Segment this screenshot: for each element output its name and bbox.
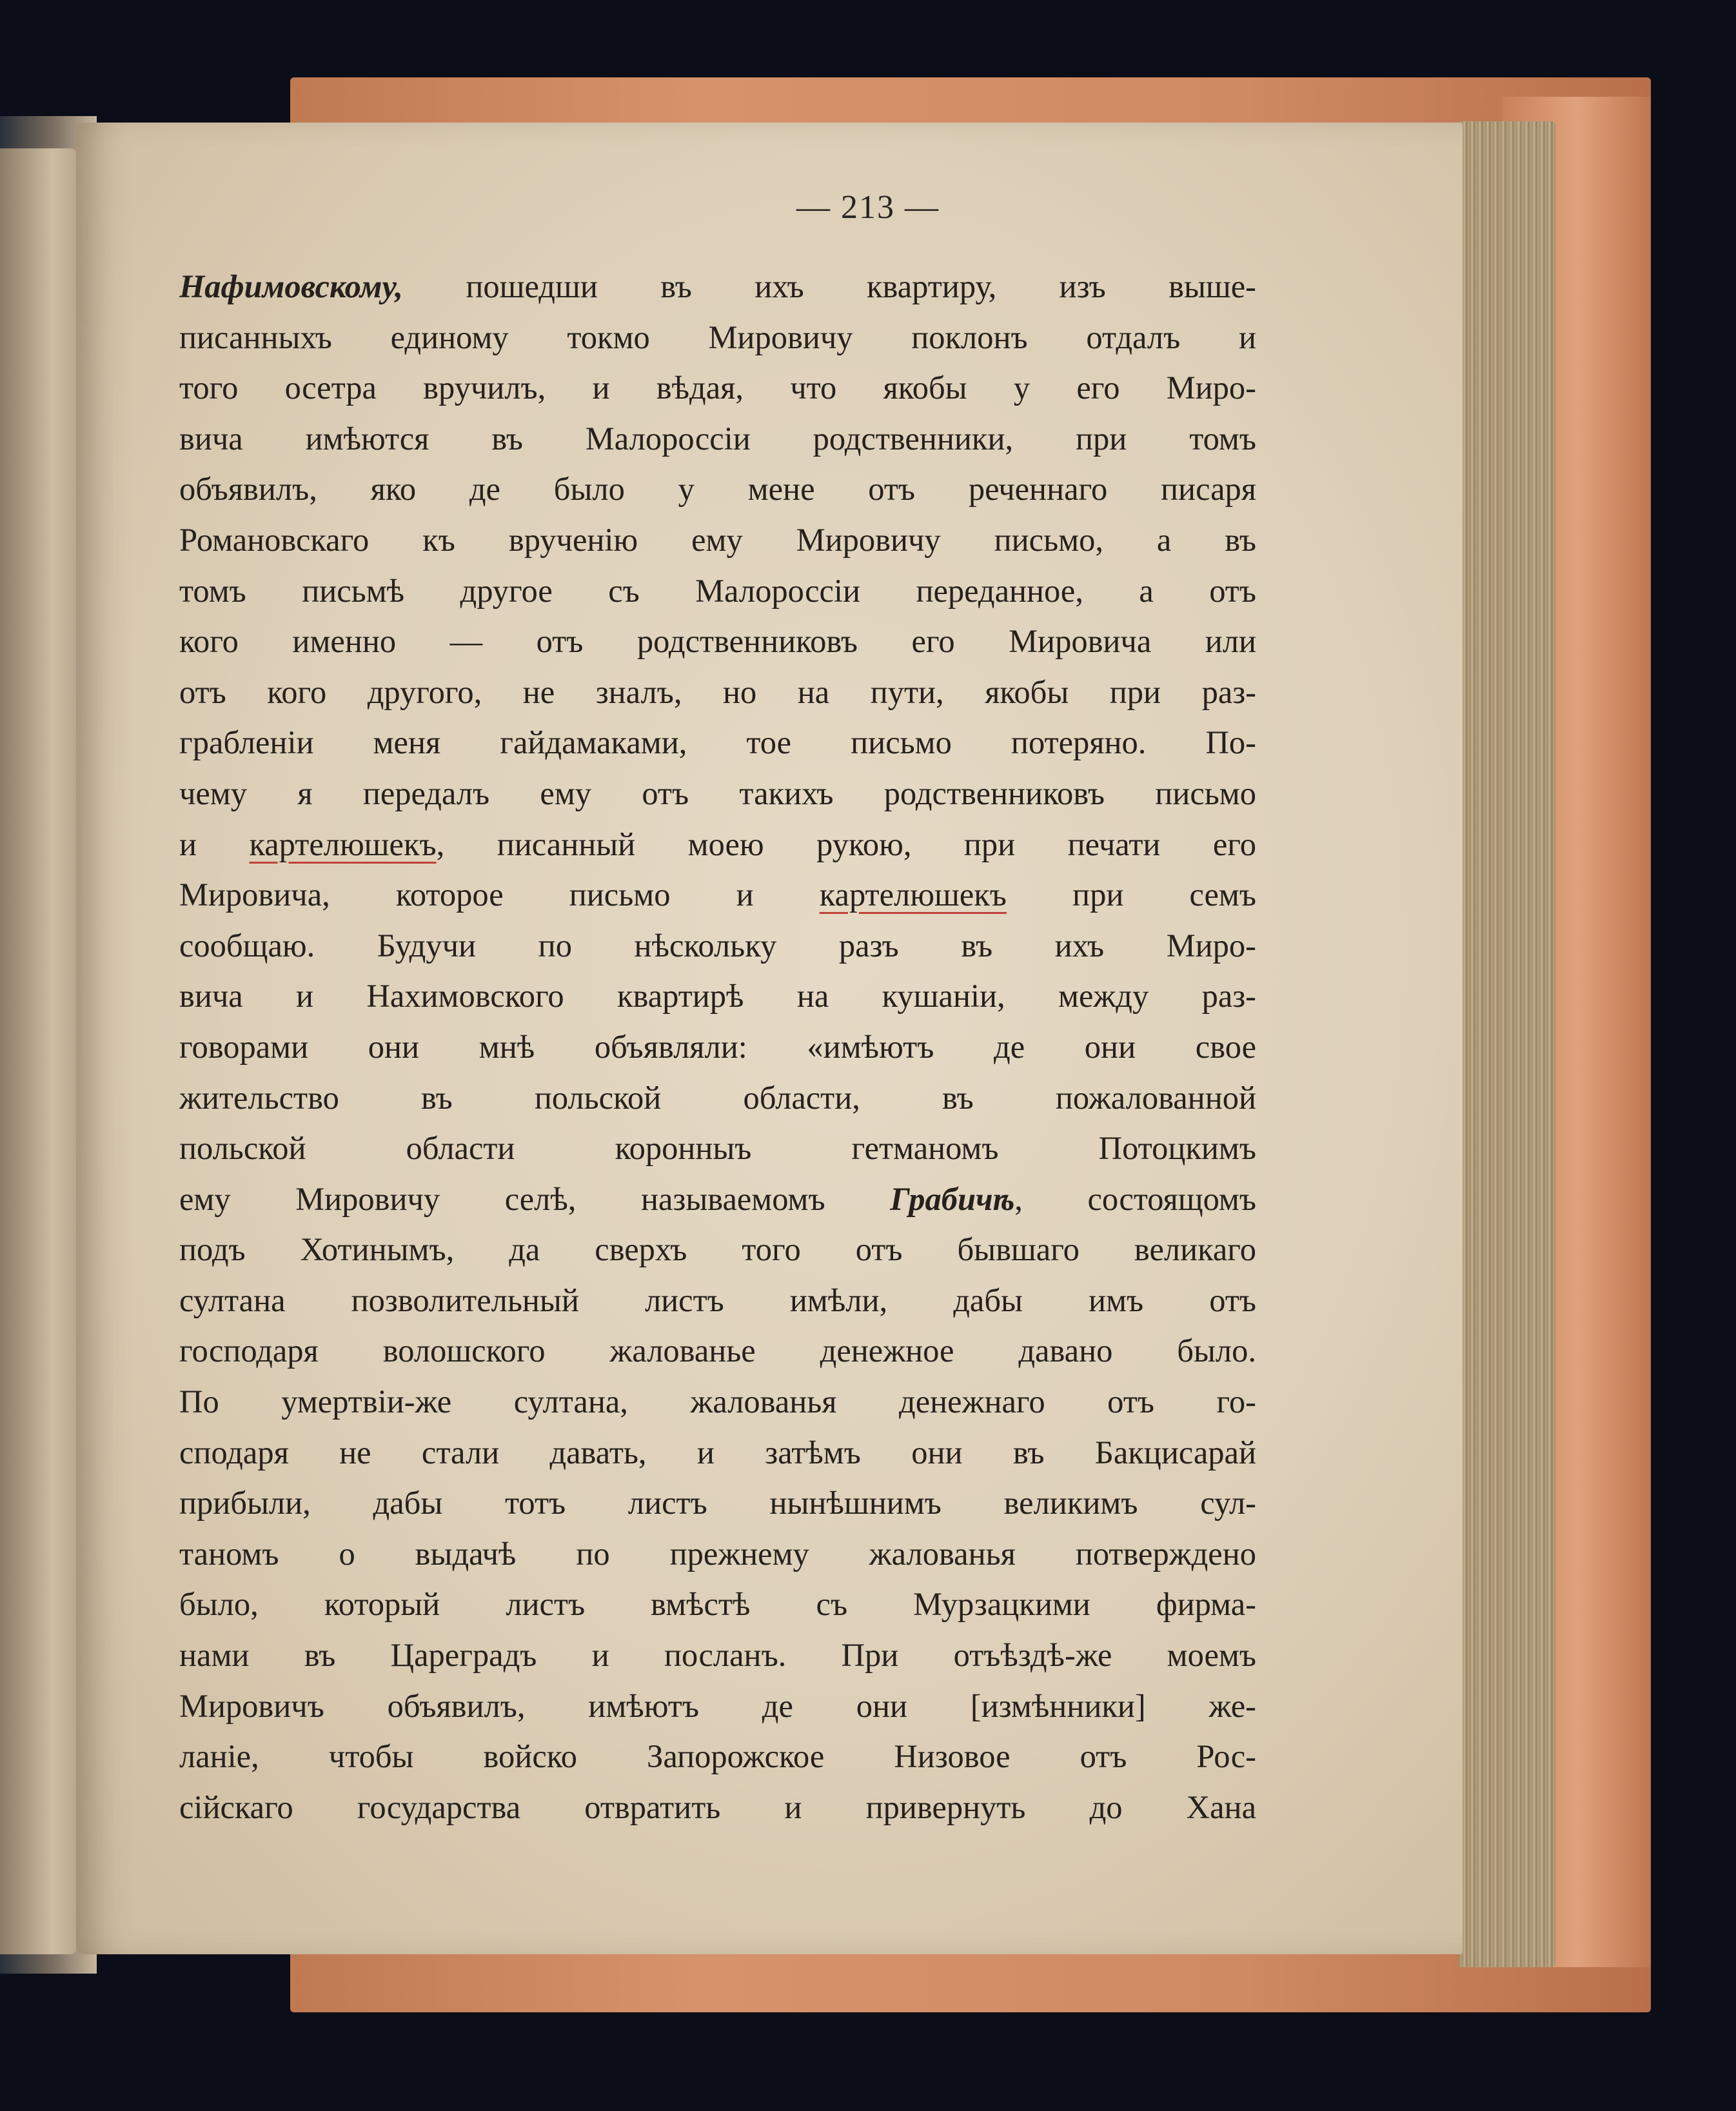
text-line xyxy=(179,413,1256,464)
text-run: , состоящомъ xyxy=(1014,1180,1256,1217)
italic-word: Грабичѣ xyxy=(890,1180,1015,1217)
text-line xyxy=(179,1478,1256,1529)
text-run: ему Мировичу селѣ, называемомъ xyxy=(179,1180,891,1217)
text-line xyxy=(179,312,1256,363)
text-run: того осетра вручилъ, и вѣдая, что якобы у его Миро- xyxy=(179,370,1256,406)
text-run: говорами они мнѣ объявляли: «имѣютъ де они свое xyxy=(179,1028,1256,1065)
text-run: и xyxy=(179,826,250,862)
text-run: при семъ xyxy=(1006,877,1256,913)
page-number: — 213 — xyxy=(796,189,940,226)
text-run: было, который листъ вмѣстѣ съ Мурзацкими фирма- xyxy=(179,1586,1256,1623)
text-run: вича и Нахимовского квартирѣ на кушаніи, между раз- xyxy=(179,978,1256,1015)
text-run: прибыли, дабы тотъ листъ нынѣшнимъ великимъ сул- xyxy=(179,1485,1256,1521)
underlined-word: картелюшекъ xyxy=(819,877,1007,913)
text-line xyxy=(179,1427,1256,1478)
text-line xyxy=(179,1630,1256,1681)
text-line xyxy=(179,971,1256,1022)
text-line xyxy=(179,261,1256,312)
text-run: томъ письмѣ другое съ Малороссіи переданное, а отъ xyxy=(179,572,1256,609)
text-line xyxy=(179,717,1256,768)
text-run: вича имѣются въ Малороссіи родственники, при томъ xyxy=(179,420,1256,457)
text-run: сійскаго государства отвратить и привернуть до Хана xyxy=(179,1789,1256,1825)
text-run: султана позволительный листъ имѣли, дабы имъ отъ xyxy=(179,1282,1256,1318)
text-line xyxy=(179,1529,1256,1580)
text-line xyxy=(179,1376,1256,1427)
text-run: По умертвіи-же султана, жалованья денежнаго отъ го- xyxy=(179,1383,1256,1420)
text-line xyxy=(179,819,1256,870)
text-run: жительство въ польской области, въ пожалованной xyxy=(179,1079,1256,1116)
text-line xyxy=(179,1123,1256,1174)
text-line xyxy=(179,1325,1256,1376)
text-run: , писанный моею рукою, при печати его xyxy=(436,826,1256,862)
text-line xyxy=(179,1681,1256,1732)
text-line xyxy=(179,1275,1256,1326)
text-line xyxy=(179,566,1256,617)
text-line xyxy=(179,1073,1256,1124)
text-line xyxy=(179,768,1256,819)
text-run: объявилъ, яко де было у мене отъ реченнаго писаря xyxy=(179,471,1256,508)
text-run: польской области коронныъ гетманомъ Потоцкимъ xyxy=(179,1130,1256,1167)
underlined-word: картелюшекъ xyxy=(249,826,437,862)
text-line xyxy=(179,1022,1256,1073)
text-run: подъ Хотинымъ, да сверхъ того отъ бывшаго великаго xyxy=(179,1231,1256,1268)
text-run: сподаря не стали давать, и затѣмъ они въ Бакцисарай xyxy=(179,1434,1256,1471)
text-line xyxy=(179,616,1256,667)
italic-word: Нафимовскому, xyxy=(179,268,404,304)
text-line xyxy=(179,464,1256,515)
text-line xyxy=(179,667,1256,718)
text-line xyxy=(179,920,1256,971)
text-line xyxy=(179,1731,1256,1782)
text-run: кого именно — отъ родственниковъ его Мировича или xyxy=(179,623,1256,660)
text-line xyxy=(179,515,1256,566)
page-block-edges xyxy=(1459,121,1555,1967)
page-body-text xyxy=(179,261,1256,1832)
text-run: нами въ Цареградъ и посланъ. При отъѣздѣ-же моемъ xyxy=(179,1637,1256,1674)
text-run: ланіе, чтобы войско Запорожское Низовое отъ Рос- xyxy=(179,1738,1256,1775)
text-run: Мировичъ объявилъ, имѣютъ де они [измѣнники] же- xyxy=(179,1687,1256,1724)
text-run: сообщаю. Будучи по нѣскольку разъ въ ихъ Миро- xyxy=(179,927,1256,964)
text-run: грабленіи меня гайдамаками, тое письмо потеряно. По- xyxy=(179,724,1256,761)
text-line xyxy=(179,1174,1256,1225)
text-line xyxy=(179,1782,1256,1833)
text-run: отъ кого другого, не зналъ, но на пути, якобы при раз- xyxy=(179,673,1256,710)
text-line xyxy=(179,1224,1256,1275)
text-run: Романовскаго къ врученію ему Мировичу письмо, а въ xyxy=(179,521,1256,558)
left-page-edge xyxy=(0,148,76,1954)
text-run: таномъ о выдачѣ по прежнему жалованья потверждено xyxy=(179,1535,1256,1572)
text-run: чему я передалъ ему отъ такихъ родственниковъ письмо xyxy=(179,775,1256,811)
text-run: писанныхъ единому токмо Мировичу поклонъ отдалъ и xyxy=(179,319,1256,355)
text-run: Мировича, которое письмо и xyxy=(179,877,820,913)
text-line xyxy=(179,362,1256,413)
text-line xyxy=(179,1579,1256,1630)
text-run: господаря волошского жалованье денежное давано было. xyxy=(179,1333,1256,1369)
text-run: пошедши въ ихъ квартиру, изъ выше- xyxy=(403,268,1256,304)
text-line xyxy=(179,869,1256,920)
